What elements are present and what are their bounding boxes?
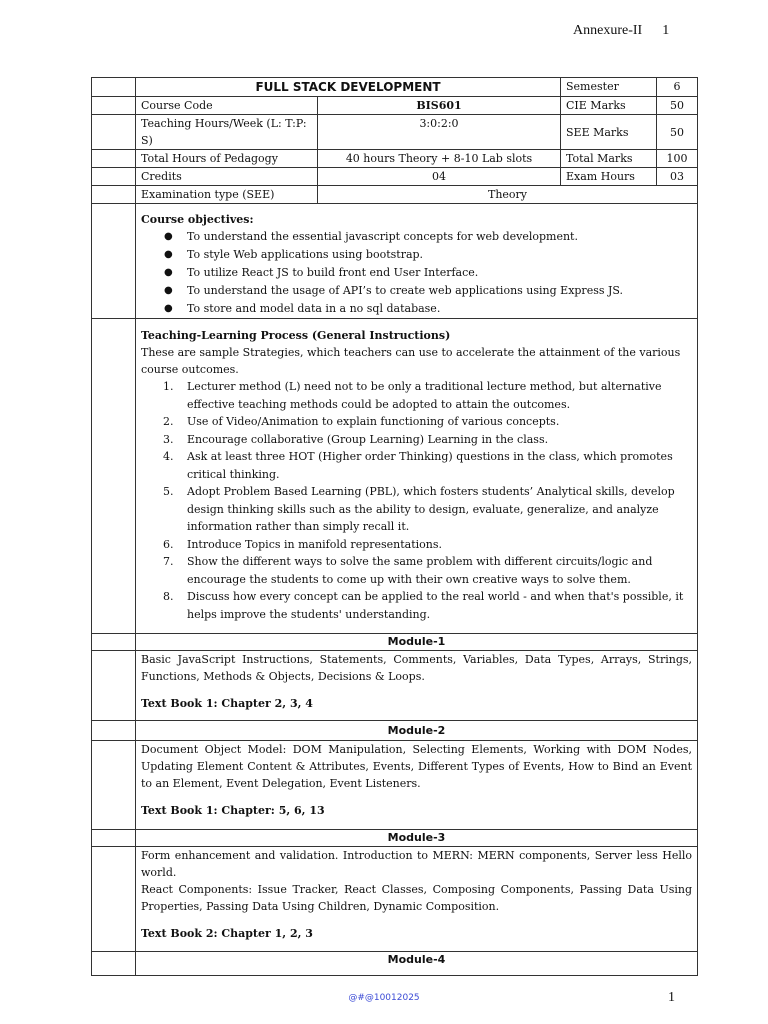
annexure-label: Annexure-II (573, 23, 643, 38)
list-item: 3. Encourage collaborative (Group Learning) Learning in the class. (163, 432, 549, 446)
header-page-number: 1 (662, 23, 670, 38)
exam-type-value: Theory (318, 186, 698, 204)
page-header (573, 23, 669, 39)
blank-cell (92, 741, 136, 830)
list-item: 1. Lecturer method (L) need not to be only a traditional lecture method, but alternative effective teaching methods could be adopted to attain the outcomes. (163, 380, 662, 411)
module-1-content (136, 651, 698, 721)
module-textbook: Text Book 1: Chapter: 5, 6, 13 (141, 804, 325, 817)
module-4-heading: Module-4 (136, 952, 698, 976)
teaching-hours-value: 3:0:2:0 (318, 115, 561, 150)
list-item: 8. Discuss how every concept can be applied to the real world - and when that's possible, it helps improve the students' understanding. (163, 590, 684, 621)
list-item: 6. Introduce Topics in manifold representations. (163, 537, 443, 551)
teaching-list (141, 378, 692, 623)
list-item: 2. Use of Video/Animation to explain functioning of various concepts. (163, 415, 560, 428)
blank-cell (92, 168, 136, 186)
course-title: FULL STACK DEVELOPMENT (136, 78, 561, 97)
blank-cell (92, 319, 136, 634)
cie-marks-label: CIE Marks (561, 97, 657, 115)
pedagogy-hours-value: 40 hours Theory + 8-10 Lab slots (318, 150, 561, 168)
blank-cell (92, 651, 136, 721)
exam-type-label: Examination type (SEE) (136, 186, 318, 204)
exam-hours-label: Exam Hours (561, 168, 657, 186)
see-marks-label: SEE Marks (561, 115, 657, 150)
exam-hours-value: 03 (657, 168, 698, 186)
pedagogy-hours-label: Total Hours of Pedagogy (136, 150, 318, 168)
list-item: ● To style Web applications using bootstrap. (141, 246, 692, 264)
list-item: 4. Ask at least three HOT (Higher order Thinking) questions in the class, which promotes critical thinking. (163, 450, 673, 481)
teaching-process-section (136, 319, 698, 634)
module-text: React Components: Issue Tracker, React Classes, Composing Components, Passing Data Using Properties, Passing Data Using Children, Dynamic Composition. (141, 883, 693, 913)
cie-marks-value: 50 (657, 97, 698, 115)
teaching-heading: Teaching-Learning Process (General Instructions) (141, 329, 451, 342)
objectives-heading: Course objectives: (141, 213, 254, 226)
list-item: ● To understand the usage of API’s to create web applications using Express JS. (141, 282, 692, 300)
see-marks-value: 50 (657, 115, 698, 150)
semester-label: Semester (561, 78, 657, 97)
list-item: ● To understand the essential javascript concepts for web development. (141, 228, 692, 246)
total-marks-value: 100 (657, 150, 698, 168)
blank-cell (92, 115, 136, 150)
total-marks-label: Total Marks (561, 150, 657, 168)
module-textbook: Text Book 2: Chapter 1, 2, 3 (141, 927, 313, 940)
course-code-label: Course Code (136, 97, 318, 115)
teaching-intro: These are sample Strategies, which teachers can use to accelerate the attainment of the various course outcomes. (141, 346, 681, 376)
teaching-hours-label: Teaching Hours/Week (L: T:P: S) (136, 115, 318, 150)
module-3-content (136, 847, 698, 952)
module-text: Form enhancement and validation. Introduction to MERN: MERN components, Server less Hello world. (141, 849, 693, 879)
module-textbook: Text Book 1: Chapter 2, 3, 4 (141, 697, 313, 710)
module-text: Document Object Model: DOM Manipulation, Selecting Elements, Working with DOM Nodes, Updating Element Content & Attributes, Events, Different Types of Events, How to Bind an Event to an Element, Event Delegation, Event Listeners. (141, 743, 693, 790)
module-2-content (136, 741, 698, 830)
module-text: Basic JavaScript Instructions, Statements, Comments, Variables, Data Types, Arrays, Strings, Functions, Methods & Objects, Decisions & Loops. (141, 653, 693, 683)
blank-cell (92, 97, 136, 115)
blank-cell (92, 830, 136, 847)
syllabus-table (91, 77, 698, 976)
blank-cell (92, 204, 136, 319)
list-item: ● To store and model data in a no sql database. (141, 300, 692, 318)
module-2-heading: Module-2 (136, 721, 698, 741)
blank-cell (92, 952, 136, 976)
list-item: 7. Show the different ways to solve the same problem with different circuits/logic and encourage the students to come up with their own creative ways to solve them. (163, 555, 653, 586)
blank-cell (92, 186, 136, 204)
blank-cell (92, 150, 136, 168)
footer-code: @#@10012025 (348, 993, 420, 1003)
course-objectives-section (136, 204, 698, 319)
semester-value: 6 (657, 78, 698, 97)
objectives-list (141, 228, 692, 318)
blank-cell (92, 847, 136, 952)
credits-value: 04 (318, 168, 561, 186)
blank-cell (92, 721, 136, 741)
course-code-value: BIS601 (318, 97, 561, 115)
module-3-heading: Module-3 (136, 830, 698, 847)
footer-page-number: 1 (668, 990, 675, 1005)
credits-label: Credits (136, 168, 318, 186)
list-item: ● To utilize React JS to build front end User Interface. (141, 264, 692, 282)
list-item: 5. Adopt Problem Based Learning (PBL), which fosters students’ Analytical skills, develop design thinking skills such as the ability to design, evaluate, generalize, and analyze information rather than simply recall it. (163, 485, 675, 533)
module-1-heading: Module-1 (136, 634, 698, 651)
blank-cell (92, 634, 136, 651)
blank-cell (92, 78, 136, 97)
